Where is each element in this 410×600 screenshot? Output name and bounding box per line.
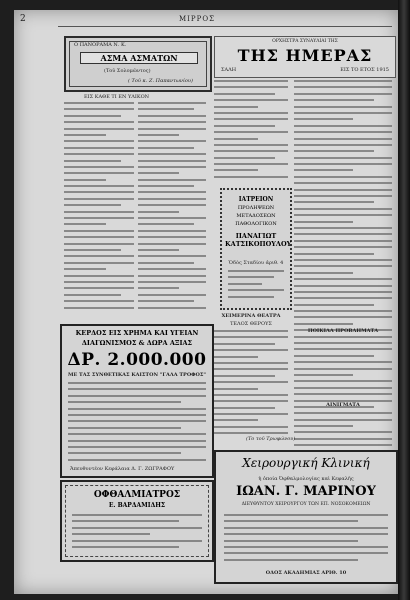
text-line [214,80,288,82]
text-line [214,112,288,114]
text-line [138,134,179,136]
text-line [64,134,106,136]
text-line [214,169,258,171]
text-line [214,400,288,402]
text-line [214,349,288,351]
text-line [138,147,194,149]
doctor-note: Ὁδὸς Σταδίου ἀριθ. 4 [228,260,284,266]
text-line [64,223,106,225]
text-line [294,316,392,318]
text-line [294,431,392,433]
text-line [214,394,288,396]
text-line [68,388,206,390]
text-line [224,533,388,535]
text-line [214,336,288,338]
wealth-ad [60,324,214,478]
text-line [72,520,179,522]
text-line [72,546,179,548]
text-line [294,169,353,171]
text-line [68,408,206,410]
text-line [294,176,392,178]
text-line [224,514,388,516]
text-line [214,388,258,390]
far-right-column-text [294,80,392,500]
text-line [138,307,206,309]
text-line [294,297,392,299]
text-line [294,355,374,357]
page-header [14,10,398,32]
text-line [214,362,288,364]
text-line [294,80,392,82]
text-line [294,323,353,325]
text-line [294,419,392,421]
text-line [138,249,179,251]
text-line [294,304,374,306]
text-line [214,144,288,146]
clinic-line1: ἡ ὁποία Ὀφθαλμολογίας καὶ Κεφαλῆς [258,476,354,482]
doctor-name: ΠΑΝΑΓΙΩΤ ΚΑΤΣΙΚΟΠΟΥΛΟΥ [225,232,292,248]
left-article-heading: ΕΙΣ ΚΑΘΕ ΤΙ ΕΝ ΥΛΙΚΟΝ [84,94,150,100]
center-column-text-top [214,80,288,184]
text-line [64,287,134,289]
masthead-sub-right: ΕΙΣ ΤΟ ΕΤΟΣ 1915 [340,67,389,73]
middle-left-column-text [138,102,206,317]
song-title: ΑΣΜΑ ΑΣΜΑΤΩΝ [80,52,198,64]
text-line [138,268,206,270]
text-line [294,342,392,344]
text-line [64,211,134,213]
text-line [294,93,392,95]
text-line [64,255,134,257]
wealth-headline1: ΚΕΡΔΟΣ ΕΙΣ ΧΡΗΜΑ ΚΑΙ ΥΓΕΙΑΝ [75,329,199,337]
theater-subheading: ΤΕΛΟΣ ΘΕΡΟΥΣ [230,321,272,327]
text-line [294,291,392,293]
text-line [64,121,134,123]
text-line [64,147,134,149]
header-rule [58,26,392,27]
text-line [64,166,134,168]
text-line [64,294,121,296]
text-line [214,157,275,159]
text-line [294,278,392,280]
text-line [224,520,358,522]
text-line [294,387,392,389]
theater-signature: (Το τοῦ Τρωφώνου) [246,436,296,442]
masthead-sub-left: ΣΑΛΗ [221,67,237,73]
text-line [294,438,392,440]
text-line [294,150,374,152]
text-line [294,310,392,312]
text-line [138,281,206,283]
text-line [294,412,392,414]
text-line [64,191,134,193]
text-line [138,211,179,213]
text-line [64,179,106,181]
text-line [294,214,392,216]
text-line [72,527,202,529]
song-author: ( Τοῦ κ. Ζ. Παπαντωνίου) [128,78,193,84]
text-line [138,160,206,162]
text-line [138,179,206,181]
text-line [138,185,194,187]
text-line [72,540,202,542]
text-line [68,401,181,403]
text-line [138,287,179,289]
text-line [214,118,288,120]
text-line [294,163,392,165]
text-line [64,108,134,110]
text-line [294,138,392,140]
text-line [294,265,392,267]
text-line [294,374,353,376]
wealth-subline: ΜΕ ΤΑΣ ΣΥΝΘΕΤΙΚΑΣ ΚΑΙΣΤΟΝ "ΓΑΛΑ ΤΡΟΦΟΣ" [67,372,207,378]
right-masthead [214,36,396,78]
doctor-line3: ΜΕΤΑΔΟΣΕΩΝ [236,213,276,219]
text-line [138,172,179,174]
text-line [294,348,392,350]
text-line [68,433,206,435]
text-line [214,125,275,127]
text-line [294,195,392,197]
text-line [214,343,275,345]
text-line [294,368,392,370]
masthead-title: ΤΗΣ ΗΜΕΡΑΣ [237,46,373,65]
text-line [294,253,374,255]
text-line [138,198,206,200]
text-line [294,285,392,287]
text-line [138,140,206,142]
eye-doctor-title: ΟΦΘΑΛΜΙΑΤΡΟΣ [93,490,181,500]
text-line [64,230,134,232]
text-line [294,157,392,159]
clinic-ad [214,450,398,584]
text-line [228,276,274,278]
clinic-script-title: Χειρουργική Κλινική [242,456,370,470]
text-line [138,300,194,302]
wealth-footer: Ἀπευθυντέον Κεφάλαια Δ. Γ. ΖΩΓΡΑΦΟΥ [70,466,175,472]
text-line [224,527,388,529]
text-line [64,217,134,219]
text-line [228,270,284,272]
theater-column-text [214,330,288,440]
text-line [224,559,358,561]
doctor-line4: ΠΑΘΟΛΟΓΙΚΟΝ [235,221,277,227]
text-line [214,407,275,409]
text-line [224,552,388,554]
text-line [64,243,134,245]
text-line [64,249,121,251]
wealth-amount: ΔΡ. 2.000.000 [67,350,207,370]
text-line [68,440,206,442]
text-line [138,153,206,155]
text-line [294,118,353,120]
text-line [228,296,274,298]
song-subtitle: (Τοῦ Σολομῶντος) [104,68,151,74]
text-line [138,128,206,130]
eye-doctor-ad [60,480,214,562]
text-line [64,236,134,238]
text-line [214,93,275,95]
text-line [138,294,206,296]
doctor-line2: ΠΡΟΛΗΨΕΩΝ [237,205,275,211]
text-line [294,221,353,223]
song-tag: Ο ΠΑΝΟΡΑΜΑ Ν. Κ. [74,42,127,48]
text-line [294,106,392,108]
text-line [138,115,206,117]
newspaper-page [14,10,398,594]
text-line [294,125,392,127]
left-column-text [64,102,134,317]
text-line [138,236,206,238]
text-line [214,375,275,377]
text-line [64,281,134,283]
text-line [64,115,121,117]
text-line [224,546,388,548]
text-line [138,102,206,104]
text-line [138,204,206,206]
text-line [294,86,392,88]
text-line [294,131,392,133]
text-line [294,444,392,446]
text-line [294,208,392,210]
text-line [294,182,392,184]
text-line [214,432,288,434]
text-line [214,150,288,152]
text-line [64,275,134,277]
text-line [294,240,392,242]
text-line [214,330,288,332]
text-line [294,227,392,229]
text-line [138,255,206,257]
right-column-subheading: ΑΙΝΙΓΜΑΤΑ [326,402,360,408]
text-line [64,172,134,174]
text-line [294,425,353,427]
text-line [138,217,206,219]
text-line [294,336,392,338]
text-line [214,86,288,88]
clinic-name: ΙΩΑΝ. Γ. ΜΑΡΙΝΟΥ [236,484,376,499]
wealth-headline2: ΔΙΑΓΩΝΙΣΜΟΣ & ΔΩΡΑ ΑΞΙΑΣ [81,339,193,347]
text-line [64,140,134,142]
text-line [138,121,206,123]
text-line [138,166,206,168]
text-line [214,426,288,428]
text-line [64,153,134,155]
text-line [64,102,134,104]
text-line [214,138,258,140]
text-line [294,361,392,363]
text-line [138,223,194,225]
text-line [294,233,392,235]
text-line [294,259,392,261]
text-line [68,382,206,384]
text-line [64,268,106,270]
text-line [68,427,181,429]
text-line [64,198,134,200]
text-line [294,99,374,101]
text-line [68,414,206,416]
text-line [224,540,358,542]
text-line [294,246,392,248]
text-line [214,419,258,421]
text-line [294,393,392,395]
text-line [214,176,288,178]
right-column-heading: ΠΟΙΚΙΛΑ ΠΡΟΒΛΗΜΑΤΑ [307,328,379,334]
text-line [72,514,202,516]
text-line [64,262,134,264]
clinic-role: ΔΙΕΥΘΥΝΤΟΥ ΧΕΙΡΟΥΡΓΟΥ ΤΩΝ ΕΠ. ΝΟΣΟΚΟΜΕΙΩΝ [241,502,371,507]
text-line [214,163,288,165]
text-line [294,380,392,382]
text-line [294,189,392,191]
text-line [68,452,181,454]
text-line [294,272,353,274]
text-line [214,99,288,101]
text-line [138,275,206,277]
text-line [214,368,288,370]
text-line [138,230,206,232]
text-line [138,243,206,245]
eye-doctor-name: Ε. ΒΑΡΔΑΜΙΔΗΣ [108,502,166,509]
text-line [68,420,206,422]
text-line [72,533,150,535]
paper-name: ΜΙΡΡΟΣ [179,15,216,23]
doctor-line1: ΙΑΤΡΕΙΟΝ [238,196,274,203]
text-line [64,307,134,309]
binding-spine [398,0,410,600]
text-line [214,381,288,383]
text-line [68,459,206,461]
text-line [214,413,288,415]
text-line [68,446,206,448]
text-line [294,201,374,203]
song-box [64,36,212,92]
text-line [138,262,194,264]
text-line [64,300,134,302]
text-line [64,160,121,162]
theater-heading: ΧΕΙΜΕΡΙΝΑ ΘΕΑΤΡΑ [221,313,281,319]
text-line [138,191,206,193]
text-line [64,204,121,206]
text-line [214,131,288,133]
clinic-address: ΟΔΟΣ ΑΚΑΔΗΜΙΑΣ ΑΡΙΘ. 10 [265,570,347,576]
text-line [294,144,392,146]
text-line [68,395,206,397]
text-line [228,289,284,291]
masthead-top: ΟΡΧΗΣΤΡΑ ΣΥΝΑΥΛΙΑΙ ΤΗΣ [272,39,338,44]
text-line [138,108,194,110]
text-line [294,112,392,114]
text-line [228,283,262,285]
text-line [214,106,258,108]
text-line [64,128,134,130]
text-line [64,185,134,187]
doctor-ad [220,188,292,310]
text-line [214,356,258,358]
page-number: 2 [20,14,26,24]
